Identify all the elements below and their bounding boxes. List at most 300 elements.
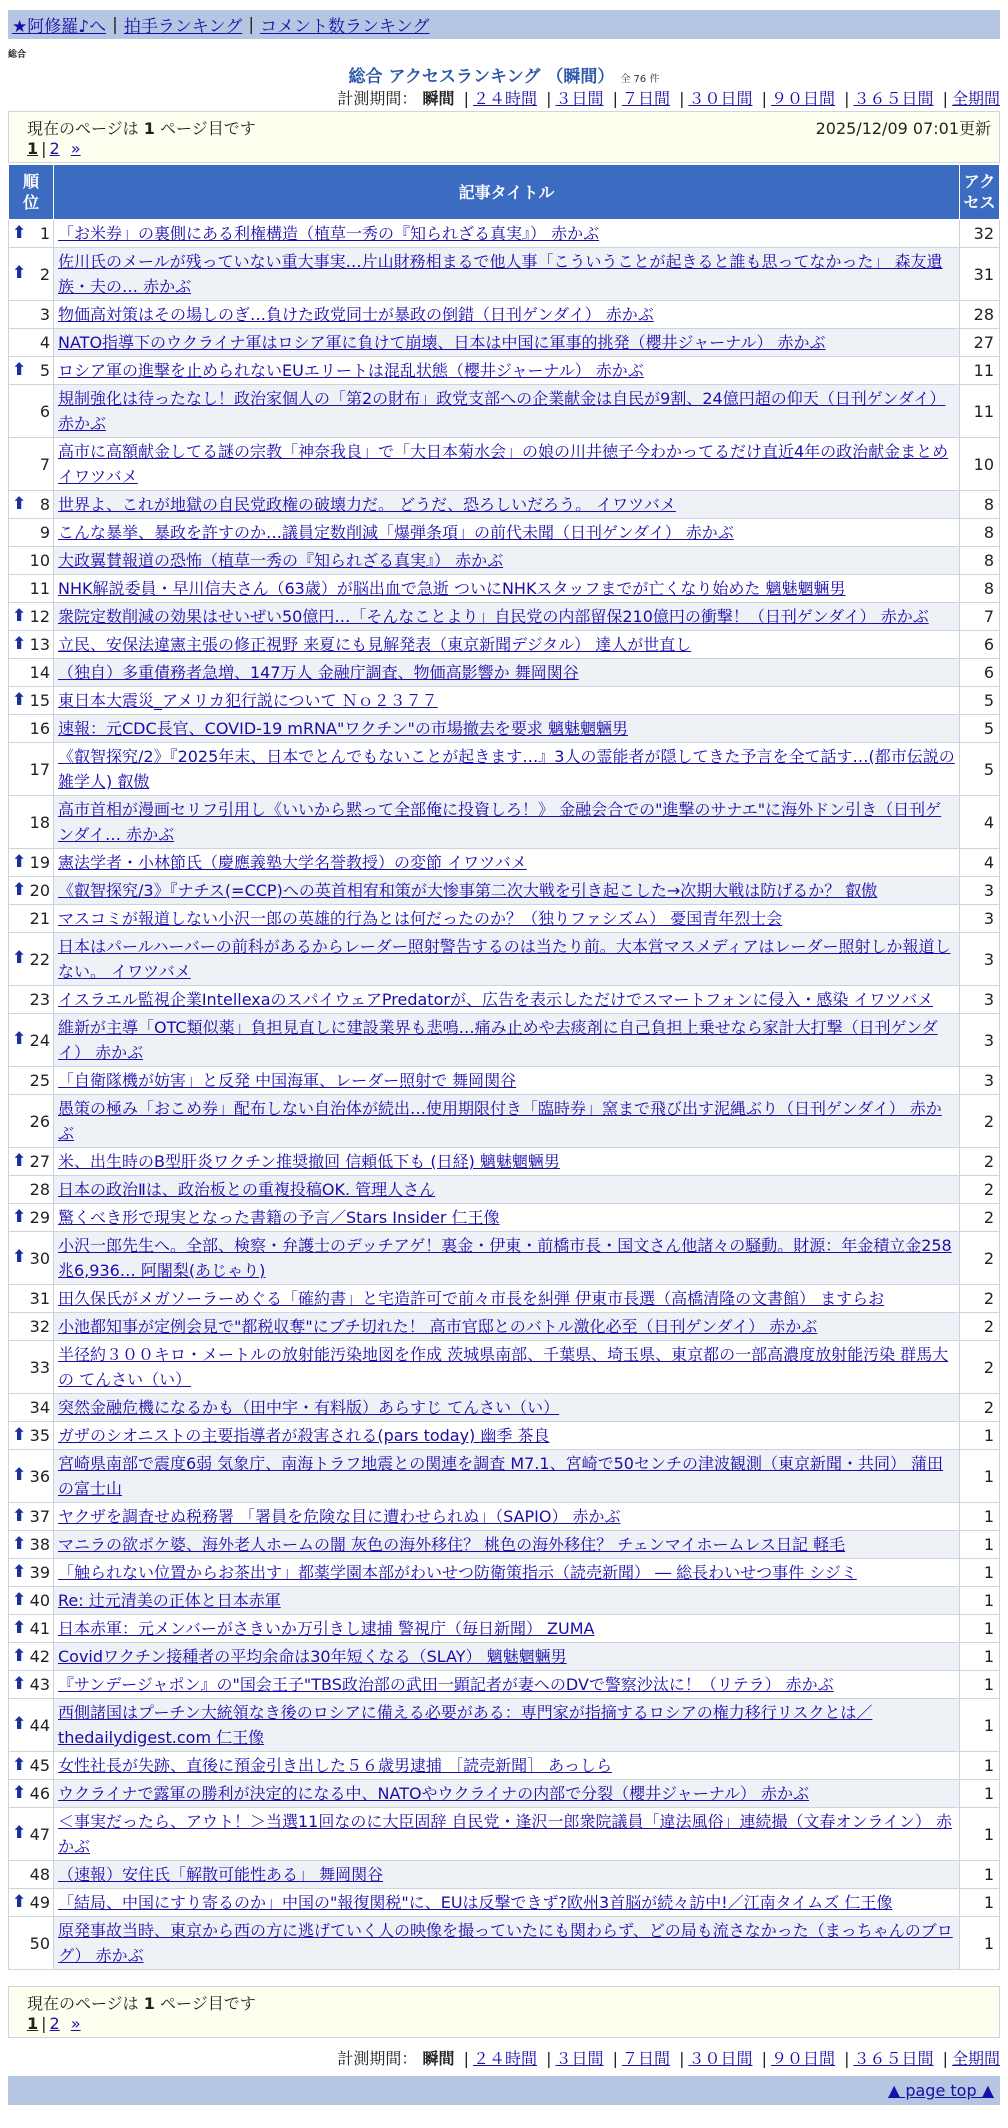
- rank-number: 41: [29, 1619, 50, 1638]
- up-arrow-icon: ⬆: [12, 359, 27, 380]
- rank-number: 32: [29, 1317, 50, 1336]
- up-arrow-icon: ⬆: [12, 1823, 27, 1843]
- title-cell: [54, 1559, 960, 1587]
- article-title-link[interactable]: 田久保氏がメガソーラーめぐる「確約書」と宅造許可で前々市長を糾弾 伊東市長選（高橋清隆の文書館） ますらお: [58, 1289, 885, 1308]
- access-count: 2: [960, 1394, 1000, 1422]
- rank-number: 19: [29, 853, 50, 872]
- article-title-link[interactable]: 日本赤軍：元メンバーがさきいか万引きし逮捕 警視庁（毎日新聞） ZUMA: [58, 1619, 595, 1638]
- article-title-link[interactable]: ロシア軍の進撃を止められないEUエリートは混乱状態（櫻井ジャーナル） 赤かぶ: [58, 361, 644, 380]
- access-count: 32: [960, 220, 1000, 248]
- up-arrow-icon: ⬆: [12, 1206, 27, 1227]
- page-1-current: 1: [27, 139, 39, 158]
- rank-number: 12: [29, 607, 50, 626]
- table-row: [9, 603, 1000, 631]
- rank-number: 14: [29, 663, 50, 682]
- period-link-90d[interactable]: ９０日間: [770, 2049, 835, 2068]
- rank-number: 15: [29, 691, 50, 710]
- access-count: 11: [960, 357, 1000, 385]
- access-count: 3: [960, 905, 1000, 933]
- article-title-link[interactable]: 「お米券」の裏側にある利権構造（植草一秀の『知られざる真実』） 赤かぶ: [58, 224, 600, 243]
- period-link-30d[interactable]: ３０日間: [688, 2049, 753, 2068]
- home-link[interactable]: ★阿修羅♪へ: [12, 17, 107, 37]
- access-count: 3: [960, 933, 1000, 986]
- next-page-link[interactable]: »: [70, 2014, 81, 2033]
- article-title-link[interactable]: 世界よ、これが地獄の自民党政権の破壊力だ。 どうだ、恐ろしいだろう。 イワツバメ: [58, 495, 676, 514]
- access-count: 2: [960, 1341, 1000, 1394]
- rank-number: 8: [39, 495, 50, 514]
- up-arrow-icon: ⬆: [12, 1505, 27, 1526]
- period-link-3d[interactable]: ３日間: [555, 2049, 604, 2068]
- article-title-link[interactable]: ガザのシオニストの主要指導者が殺害される(pars today) 幽季 茶良: [58, 1426, 550, 1445]
- rank-number: 42: [29, 1647, 50, 1666]
- title-cell: [54, 438, 960, 491]
- rank-cell: [9, 659, 54, 687]
- article-title-link[interactable]: （速報）安住氏「解散可能性ある」 舞岡関谷: [58, 1865, 384, 1884]
- article-title-link[interactable]: 大政翼賛報道の恐怖（植草一秀の『知られざる真実』） 赤かぶ: [58, 551, 504, 570]
- rank-cell: [9, 1671, 54, 1699]
- article-title-link[interactable]: 高市に高額献金してる謎の宗教「神奈我良」で「大日本菊水会」の娘の川井徳子今わかってるだけ直近4年の政治献金まとめ イワツバメ: [58, 442, 949, 486]
- rank-number: 6: [39, 401, 50, 421]
- table-row: [9, 743, 1000, 796]
- table-row: [9, 1531, 1000, 1559]
- rank-cell: [9, 385, 54, 438]
- article-title-link[interactable]: 立民、安保法違憲主張の修正視野 来夏にも見解発表（東京新聞デジタル） 達人が世直し: [58, 635, 692, 654]
- page-links: 1 | 2 »: [27, 139, 81, 158]
- article-title-link[interactable]: 佐川氏のメールが残っていない重大事実…片山財務相まるで他人事「こういうことが起きると誰も思ってなかった」 森友遺族・夫の… 赤かぶ: [58, 252, 943, 296]
- table-row: [9, 491, 1000, 519]
- title-cell: [54, 1014, 960, 1067]
- pager-bottom: [8, 1986, 1000, 2038]
- title-cell: [54, 1671, 960, 1699]
- up-arrow-icon: ⬆: [12, 222, 27, 243]
- page-1-current: 1: [27, 2014, 39, 2033]
- rank-number: 28: [29, 1180, 50, 1199]
- title-cell: [54, 220, 960, 248]
- up-arrow-icon: ⬆: [12, 1754, 27, 1775]
- pager-top: [8, 111, 1000, 163]
- up-arrow-icon: ⬆: [12, 1029, 27, 1049]
- rank-cell: [9, 1615, 54, 1643]
- article-title-link[interactable]: 原発事故当時、東京から西の方に逃げていく人の映像を撮っていたにも関わらず、どの局も流さなかった（まっちゃんのブログ） 赤かぶ: [58, 1921, 953, 1965]
- article-title-link[interactable]: イスラエル監視企業IntellexaのスパイウェアPredatorが、広告を表示しただけでスマートフォンに侵入・感染 イワツバメ: [58, 990, 934, 1009]
- rank-cell: [9, 687, 54, 715]
- table-row: [9, 877, 1000, 905]
- up-arrow-icon: ⬆: [12, 493, 27, 514]
- access-count: 1: [960, 1780, 1000, 1808]
- title-cell: [54, 1232, 960, 1285]
- article-title-link[interactable]: 女性社長が失跡、直後に預金引き出した５６歳男逮捕 ［読売新聞］ あっしら: [58, 1756, 613, 1775]
- table-row: [9, 1752, 1000, 1780]
- period-current: 瞬間: [422, 2049, 455, 2068]
- up-arrow-icon: ⬆: [12, 1589, 27, 1610]
- article-title-link[interactable]: （独自）多重債務者急増、147万人 金融庁調査、物価高影響か 舞岡関谷: [58, 663, 579, 682]
- rank-number: 33: [29, 1357, 50, 1377]
- access-count: 2: [960, 1176, 1000, 1204]
- rank-number: 48: [29, 1865, 50, 1884]
- period-link-7d[interactable]: ７日間: [621, 2049, 670, 2068]
- rank-cell: [9, 1313, 54, 1341]
- article-title-link[interactable]: 小池都知事が定例会見で"都税収奪"にブチ切れた！ 高市官邸とのバトル激化必至（日刊ゲンダイ） 赤かぶ: [58, 1317, 818, 1336]
- title-cell: [54, 575, 960, 603]
- access-count: 6: [960, 631, 1000, 659]
- item-count: 全 76 件: [620, 74, 660, 85]
- next-page-link[interactable]: »: [70, 139, 81, 158]
- ranking-table: [8, 164, 1000, 1970]
- rank-number: 37: [29, 1507, 50, 1526]
- article-title-link[interactable]: 驚くべき形で現実となった書籍の予言／Stars Insider 仁王像: [58, 1208, 500, 1227]
- period-link-365d[interactable]: ３６５日間: [853, 2049, 934, 2068]
- article-title-link[interactable]: 米、出生時のB型肝炎ワクチン推奨撤回 信頼低下も (日経) 魑魅魍魎男: [58, 1152, 560, 1171]
- table-row: [9, 1067, 1000, 1095]
- access-count: 2: [960, 1285, 1000, 1313]
- access-count: 3: [960, 1067, 1000, 1095]
- article-title-link[interactable]: 突然金融危機になるかも（田中宇・有料版）あらすじ てんさい（い）: [58, 1398, 560, 1417]
- rank-cell: [9, 631, 54, 659]
- table-row: [9, 1503, 1000, 1531]
- rank-cell: [9, 248, 54, 301]
- table-row: [9, 1341, 1000, 1394]
- up-arrow-icon: ⬆: [12, 1424, 27, 1445]
- title-cell: [54, 329, 960, 357]
- period-link-7d[interactable]: ７日間: [621, 89, 670, 108]
- article-title-link[interactable]: 小沢一郎先生へ。全部、検察・弁護士のデッチアゲ！裏金・伊東・前橋市長・国文さん他諸々の騒動。財源：年金積立金258兆6,936… 阿闍梨(あじゃり): [58, 1236, 952, 1280]
- access-count: 1: [960, 1587, 1000, 1615]
- rank-cell: [9, 1861, 54, 1889]
- rank-number: 18: [29, 812, 50, 832]
- title-cell: [54, 357, 960, 385]
- table-row: [9, 1587, 1000, 1615]
- up-arrow-icon: ⬆: [12, 851, 27, 872]
- title-cell: [54, 1699, 960, 1752]
- category-label: 総合: [8, 50, 27, 60]
- rank-cell: [9, 1095, 54, 1148]
- title-cell: [54, 1394, 960, 1422]
- article-title-link[interactable]: 『サンデージャポン』の"国会王子"TBS政治部の武田一顕記者が妻へのDVで警察沙汰に！（リテラ） 赤かぶ: [58, 1675, 834, 1694]
- table-row: [9, 329, 1000, 357]
- article-title-link[interactable]: 「触られない位置からお茶出す」都薬学園本部がわいせつ防衛策指示（読売新聞） ― 総長わいせつ事件 シジミ: [58, 1563, 857, 1582]
- rank-number: 36: [29, 1466, 50, 1486]
- table-row: [9, 1204, 1000, 1232]
- rank-cell: [9, 1531, 54, 1559]
- title-cell: [54, 1341, 960, 1394]
- article-title-link[interactable]: 物価高対策はその場しのぎ…負けた政党同士が暴政の倒錯（日刊ゲンダイ） 赤かぶ: [58, 305, 654, 324]
- rank-cell: [9, 1285, 54, 1313]
- period-link-24h[interactable]: ２４時間: [472, 2049, 537, 2068]
- article-title-link[interactable]: 維新が主導「OTC類似薬」負担見直しに建設業界も悲鳴…痛み止めや去痰剤に自己負担上乗せなら家計大打撃（日刊ゲンダイ） 赤かぶ: [58, 1018, 938, 1062]
- rank-number: 23: [29, 990, 50, 1009]
- article-title-link[interactable]: NATO指導下のウクライナ軍はロシア軍に負けて崩壊、日本は中国に軍事的挑発（櫻井ジャーナル） 赤かぶ: [58, 333, 826, 352]
- rank-number: 25: [29, 1071, 50, 1090]
- article-title-link[interactable]: ＜事実だったら、アウト！＞当選11回なのに大臣固辞 自民党・逢沢一郎衆院議員「違法風俗」連続撮（文春オンライン） 赤かぶ: [58, 1812, 953, 1856]
- access-count: 10: [960, 438, 1000, 491]
- page-2-link[interactable]: 2: [49, 2014, 60, 2033]
- up-arrow-icon: ⬆: [12, 1533, 27, 1554]
- access-count: 6: [960, 659, 1000, 687]
- up-arrow-icon: ⬆: [12, 1561, 27, 1582]
- table-row: [9, 849, 1000, 877]
- article-title-link[interactable]: マスコミが報道しない小沢一郎の英雄的行為とは何だったのか？（独りファシズム） 憂国青年烈士会: [58, 909, 783, 928]
- table-row: [9, 1313, 1000, 1341]
- up-arrow-icon: ⬆: [12, 633, 27, 654]
- period-link-365d[interactable]: ３６５日間: [853, 89, 934, 108]
- article-title-link[interactable]: ウクライナで露軍の勝利が決定的になる中、NATOやウクライナの内部で分裂（櫻井ジャーナル） 赤かぶ: [58, 1784, 810, 1803]
- up-arrow-icon: ⬆: [12, 1645, 27, 1666]
- access-count: 1: [960, 1643, 1000, 1671]
- nav-separator: |: [248, 14, 255, 35]
- article-title-link[interactable]: ヤクザを調査せぬ税務署 「署員を危険な目に遭わせられぬ」（SAPIO） 赤かぶ: [58, 1507, 621, 1526]
- rank-number: 49: [29, 1893, 50, 1912]
- article-title-link[interactable]: こんな暴挙、暴政を許すのか…議員定数削減「爆弾条項」の前代未聞（日刊ゲンダイ） 赤かぶ: [58, 523, 734, 542]
- article-title-link[interactable]: 日本の政治Ⅱは、政治板との重複投稿OK. 管理人さん: [58, 1180, 436, 1199]
- article-title-link[interactable]: Covidワクチン接種者の平均余命は30年短くなる（SLAY） 魑魅魍魎男: [58, 1647, 567, 1666]
- rank-cell: [9, 1148, 54, 1176]
- up-arrow-icon: ⬆: [12, 1465, 27, 1485]
- rank-cell: [9, 1204, 54, 1232]
- title-cell: [54, 1752, 960, 1780]
- article-title-link[interactable]: 《叡智探究/2》『2025年末、日本でとんでもないことが起きます…』3人の霊能者が隠してきた予言を全て話す…(都市伝説の雑学人) 叡傲: [58, 747, 955, 791]
- table-row: [9, 715, 1000, 743]
- up-arrow-icon: ⬆: [12, 1247, 27, 1267]
- access-count: 1: [960, 1917, 1000, 1970]
- rank-number: 5: [39, 361, 50, 380]
- period-link-24h[interactable]: ２４時間: [472, 89, 537, 108]
- table-row: [9, 1780, 1000, 1808]
- access-count: 3: [960, 986, 1000, 1014]
- article-title-link[interactable]: 愚策の極み「おこめ券」配布しない自治体が続出…使用期限付き「臨時券」窯まで飛び出す泥縄ぶり（日刊ゲンダイ） 赤かぶ: [58, 1099, 942, 1143]
- table-row: [9, 1559, 1000, 1587]
- title-cell: [54, 1643, 960, 1671]
- rank-cell: [9, 905, 54, 933]
- access-count: 8: [960, 491, 1000, 519]
- rank-number: 13: [29, 635, 50, 654]
- table-row: [9, 357, 1000, 385]
- up-arrow-icon: ⬆: [12, 1617, 27, 1638]
- rank-number: 22: [29, 949, 50, 969]
- rank-number: 40: [29, 1591, 50, 1610]
- period-selector-top: 計測期間： 瞬間 | ２４時間 | ３日間 | ７日間 | ３０日間 | ９０日間 | ３６５日間 | 全期間: [337, 89, 1000, 108]
- rank-cell: [9, 1587, 54, 1615]
- article-title-link[interactable]: 東日本大震災_アメリカ犯行説について Ｎｏ２３７７: [58, 691, 438, 710]
- rank-cell: [9, 220, 54, 248]
- title-cell: [54, 1615, 960, 1643]
- period-link-all[interactable]: 全期間: [951, 2049, 1000, 2068]
- clap-ranking-link[interactable]: 拍手ランキング: [123, 17, 243, 37]
- title-cell: [54, 1204, 960, 1232]
- rank-cell: [9, 1450, 54, 1503]
- period-link-all[interactable]: 全期間: [951, 89, 1000, 108]
- table-row: [9, 301, 1000, 329]
- page-title: [0, 62, 1008, 87]
- title-cell: [54, 1067, 960, 1095]
- article-title-link[interactable]: 西側諸国はプーチン大統領なき後のロシアに備える必要がある：専門家が指摘するロシアの権力移行リスクとは／thedailydigest.com 仁王像: [58, 1703, 873, 1747]
- table-row: [9, 1422, 1000, 1450]
- up-arrow-icon: ⬆: [12, 263, 27, 283]
- rank-cell: [9, 301, 54, 329]
- title-cell: [54, 1808, 960, 1861]
- rank-number: 16: [29, 719, 50, 738]
- current-page-info-bottom: 現在のページは 1 ページ目です: [27, 1994, 256, 2013]
- access-count: 4: [960, 796, 1000, 849]
- table-row: [9, 1643, 1000, 1671]
- current-page-info: 現在のページは 1 ページ目です: [27, 119, 256, 138]
- access-count: 1: [960, 1615, 1000, 1643]
- article-title-link[interactable]: 半径約３００キロ・メートルの放射能汚染地図を作成 茨城県南部、千葉県、埼玉県、東京都の一部高濃度放射能汚染 群馬大の てんさい（い）: [58, 1345, 949, 1389]
- title-cell: [54, 1780, 960, 1808]
- table-row: [9, 1615, 1000, 1643]
- access-count: 7: [960, 603, 1000, 631]
- article-title-link[interactable]: 速報：元CDC長官、COVID-19 mRNA"ワクチン"の市場撤去を要求 魑魅魍魎男: [58, 719, 628, 738]
- article-title-link[interactable]: 「自衛隊機が妨害」と反発 中国海軍、レーダー照射で 舞岡関谷: [58, 1071, 517, 1090]
- access-count: 2: [960, 1232, 1000, 1285]
- rank-number: 47: [29, 1824, 50, 1844]
- rank-number: 43: [29, 1675, 50, 1694]
- article-title-link[interactable]: マニラの欲ボケ婆、海外老人ホームの闇 灰色の海外移住？ 桃色の海外移住？ チェンマイホームレス日記 軽毛: [58, 1535, 846, 1554]
- table-row: [9, 1232, 1000, 1285]
- rank-cell: [9, 1643, 54, 1671]
- rank-cell: [9, 575, 54, 603]
- top-nav-bar: [8, 10, 1000, 39]
- title-cell: [54, 1450, 960, 1503]
- title-cell: [54, 1422, 960, 1450]
- title-cell: [54, 1313, 960, 1341]
- rank-cell: [9, 1232, 54, 1285]
- access-count: 8: [960, 547, 1000, 575]
- article-title-link[interactable]: NHK解説委員・早川信夫さん（63歳）が脳出血で急逝 ついにNHKスタッフまでが亡くなり始めた 魑魅魍魎男: [58, 579, 846, 598]
- table-row: [9, 1450, 1000, 1503]
- access-count: 3: [960, 1014, 1000, 1067]
- period-label: 計測期間：: [337, 89, 418, 108]
- up-arrow-icon: ⬆: [12, 1891, 27, 1912]
- article-title-link[interactable]: 日本はパールハーバーの前科があるからレーダー照射警告するのは当たり前。大本営マスメディアはレーダー照射しか報道しない。 イワツバメ: [58, 937, 951, 981]
- title-cell: [54, 1285, 960, 1313]
- table-row: [9, 659, 1000, 687]
- rank-number: 10: [29, 551, 50, 570]
- rank-cell: [9, 603, 54, 631]
- rank-number: 1: [39, 224, 50, 243]
- table-row: [9, 385, 1000, 438]
- article-title-link[interactable]: 「結局、中国にすり寄るのか」中国の"報復関税"に、EUは反撃できず?欧州3首脳が続々訪中!／江南タイムズ 仁王像: [58, 1893, 893, 1912]
- article-title-link[interactable]: 宮崎県南部で震度6弱 気象庁、南海トラフ地震との関連を調査 M7.1、宮崎で50センチの津波観測（東京新聞・共同） 蒲田の富士山: [58, 1454, 944, 1498]
- title-cell: [54, 1503, 960, 1531]
- rank-number: 26: [29, 1111, 50, 1131]
- title-cell: [54, 519, 960, 547]
- rank-cell: [9, 1889, 54, 1917]
- rank-number: 44: [29, 1715, 50, 1735]
- updated-timestamp: 2025/12/09 07:01更新: [815, 119, 991, 138]
- up-arrow-icon: ⬆: [12, 1673, 27, 1694]
- rank-cell: [9, 1341, 54, 1394]
- period-link-90d[interactable]: ９０日間: [770, 89, 835, 108]
- rank-cell: [9, 1699, 54, 1752]
- title-cell: [54, 743, 960, 796]
- title-cell: [54, 877, 960, 905]
- rank-cell: [9, 743, 54, 796]
- rank-cell: [9, 547, 54, 575]
- access-count: 27: [960, 329, 1000, 357]
- access-count: 1: [960, 1752, 1000, 1780]
- rank-cell: [9, 1176, 54, 1204]
- rank-number: 30: [29, 1248, 50, 1268]
- rank-cell: [9, 491, 54, 519]
- article-title-link[interactable]: 高市首相が漫画セリフ引用し《いいから黙って全部俺に投資しろ！》 金融会合での"進撃のサナエ"に海外ドン引き（日刊ゲンダイ… 赤かぶ: [58, 800, 942, 844]
- period-link-3d[interactable]: ３日間: [555, 89, 604, 108]
- article-title-link[interactable]: 規制強化は待ったなし！政治家個人の「第2の財布」政党支部への企業献金は自民が9割、24億円超の仰天（日刊ゲンダイ） 赤かぶ: [58, 389, 946, 433]
- rank-cell: [9, 1394, 54, 1422]
- rank-number: 2: [39, 264, 50, 284]
- title-cell: [54, 1889, 960, 1917]
- title-cell: [54, 248, 960, 301]
- article-title-link[interactable]: 衆院定数削減の効果はせいぜい50億円…「そんなことより」自民党の内部留保210億円の衝撃！（日刊ゲンダイ） 赤かぶ: [58, 607, 929, 626]
- table-row: [9, 547, 1000, 575]
- table-row: [9, 220, 1000, 248]
- period-link-30d[interactable]: ３０日間: [688, 89, 753, 108]
- up-arrow-icon: ⬆: [12, 1782, 27, 1803]
- period-current: 瞬間: [422, 89, 455, 108]
- up-arrow-icon: ⬆: [12, 1150, 27, 1171]
- title-cell: [54, 715, 960, 743]
- access-count: 2: [960, 1204, 1000, 1232]
- access-header: アクセス: [960, 165, 1000, 220]
- article-title-link[interactable]: 《叡智探究/3》『ナチス(=CCP)への英首相宥和策が大惨事第二次大戦を引き起こした→次期大戦は防げるか？ 叡傲: [58, 881, 878, 900]
- title-header: 記事タイトル: [54, 165, 960, 220]
- rank-cell: [9, 849, 54, 877]
- table-row: [9, 519, 1000, 547]
- rank-cell: [9, 1917, 54, 1970]
- table-row: [9, 796, 1000, 849]
- access-count: 2: [960, 1095, 1000, 1148]
- nav-separator: |: [112, 14, 118, 35]
- rank-number: 34: [29, 1398, 50, 1417]
- table-row: [9, 631, 1000, 659]
- page-2-link[interactable]: 2: [49, 139, 60, 158]
- access-count: 3: [960, 877, 1000, 905]
- table-row: [9, 1917, 1000, 1970]
- table-row: [9, 1889, 1000, 1917]
- access-count: 1: [960, 1671, 1000, 1699]
- access-count: 11: [960, 385, 1000, 438]
- table-row: [9, 687, 1000, 715]
- table-row: [9, 933, 1000, 986]
- access-count: 1: [960, 1422, 1000, 1450]
- rank-number: 50: [29, 1933, 50, 1953]
- rank-number: 24: [29, 1030, 50, 1050]
- access-count: 31: [960, 248, 1000, 301]
- rank-number: 35: [29, 1426, 50, 1445]
- rank-number: 9: [39, 523, 50, 542]
- access-count: 1: [960, 1559, 1000, 1587]
- article-title-link[interactable]: 憲法学者・小林節氏（慶應義塾大学名誉教授）の変節 イワツバメ: [58, 853, 527, 872]
- article-title-link[interactable]: Re: 辻元清美の正体と日本赤軍: [58, 1591, 281, 1610]
- up-arrow-icon: ⬆: [12, 879, 27, 900]
- table-row: [9, 1014, 1000, 1067]
- access-count: 5: [960, 715, 1000, 743]
- title-cell: [54, 905, 960, 933]
- period-label: 計測期間：: [337, 2049, 418, 2068]
- title-cell: [54, 301, 960, 329]
- comment-ranking-link[interactable]: コメント数ランキング: [260, 17, 430, 37]
- rank-cell: [9, 986, 54, 1014]
- title-cell: [54, 687, 960, 715]
- title-cell: [54, 1917, 960, 1970]
- rank-cell: [9, 1503, 54, 1531]
- page-top-link[interactable]: ▲ page top ▲: [887, 2081, 994, 2100]
- access-count: 1: [960, 1699, 1000, 1752]
- title-cell: [54, 547, 960, 575]
- rank-number: 27: [29, 1152, 50, 1171]
- title-cell: [54, 603, 960, 631]
- page-title-text: 総合 アクセスランキング （瞬間）: [348, 67, 615, 87]
- rank-number: 11: [29, 579, 50, 598]
